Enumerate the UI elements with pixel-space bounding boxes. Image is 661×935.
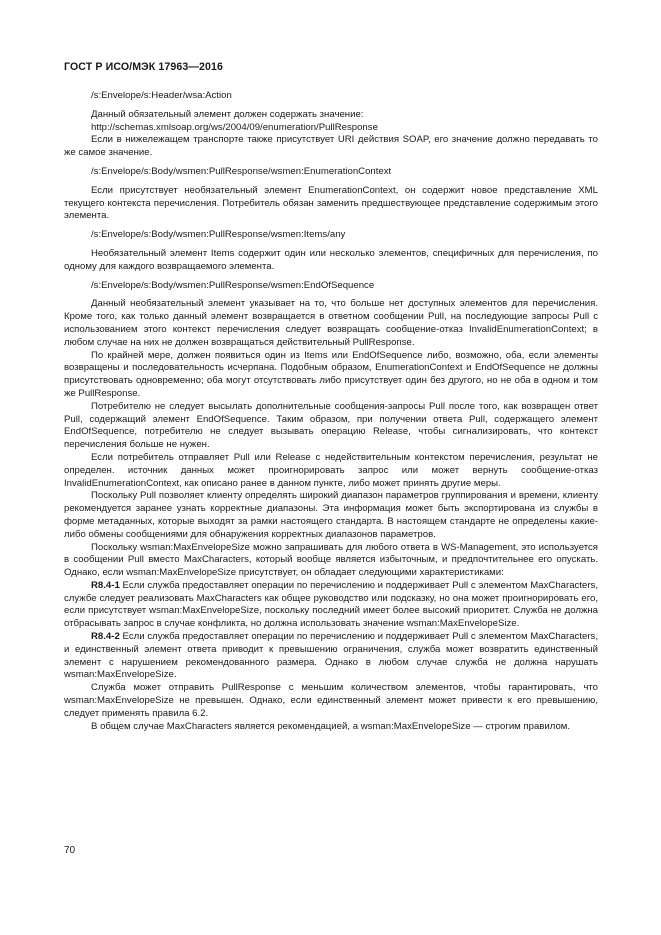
- paragraph: Необязательный элемент Items содержит один или несколько элементов, специфичных для перечисления, по одному для каждого возвращаемого элемента.: [64, 247, 598, 272]
- requirement-paragraph: [64, 580, 598, 631]
- requirement-paragraph: [64, 631, 598, 682]
- paragraph: По крайней мере, должен появиться один из Items или EndOfSequence либо, возможно, оба, если элементы возвращены и последовательность исчерпана. Подобным образом, EnumerationContext и EndOfSequence не должны присутствовать одновременно; оба могут отсутствовать либо присутствует один без другого, но не оба в одном и том же PullResponse.: [64, 349, 598, 399]
- paragraph: Если в нижележащем транспорте также присутствует URI действия SOAP, его значение должно передавать то же самое значение.: [64, 134, 598, 159]
- requirement-label: R8.4-2: [91, 631, 120, 643]
- paragraph: Поскольку wsman:MaxEnvelopeSize можно запрашивать для любого ответа в WS-Management, это используется в сообщении Pull вместо MaxCharacters, который вообще является избыточным, и предпочтительнее его опускать. Однако, если wsman:MaxEnvelopeSize присутствует, он обладает следующими характеристиками:: [64, 541, 598, 579]
- url-text: http://schemas.xmlsoap.org/ws/2004/09/enumeration/PullResponse: [91, 121, 378, 133]
- xpath-heading: /s:Envelope/s:Body/wsmen:PullResponse/wsmen:EnumerationContext: [91, 165, 392, 177]
- paragraph: Потребителю не следует высылать дополнительные сообщения-запросы Pull после того, как возвращен ответ Pull, содержащий элемент EndOfSequence. Таким образом, при получении ответа Pull, содержащего элемент EndOfSequence, потребителю не следует вызывать операцию Release, чтобы сигнализировать, что контекст перечисления больше не нужен.: [64, 400, 598, 451]
- paragraph: Если присутствует необязательный элемент EnumerationContext, он содержит новое представление XML текущего контекста перечисления. Потребитель обязан заменить предшествующее представление содержимым этого элемента.: [64, 184, 598, 222]
- paragraph: В общем случае MaxCharacters является рекомендацией, а wsman:MaxEnvelopeSize — строгим правилом.: [91, 720, 571, 732]
- paragraph: Данный обязательный элемент должен содержать значение:: [91, 108, 364, 120]
- page-number: 70: [64, 845, 76, 856]
- xpath-heading: /s:Envelope/s:Header/wsa:Action: [91, 90, 232, 101]
- paragraph: Поскольку Pull позволяет клиенту определять широкий диапазон параметров группирования и времени, клиенту рекомендуется заранее узнать корректные диапазоны. Эта информация может быть экспортирована из службы в форме метаданных, которые выходят за рамки настоящего стандарта. В настоящем стандарте не определены какие-либо обмены сообщениями для обнаружения корректных диапазонов параметров.: [64, 490, 598, 540]
- requirement-text: Если служба предоставляет операции по перечислению и поддерживает Pull с элементом MaxCharacters, и единственный элемент ответа приводит к превышению ограничения, служба может возвратить единственный элемент с нарушением рекомендованного размера. Однако в любом случае служба не должна нарушать wsman:MaxEnvelopeSize.: [64, 631, 598, 681]
- page-body: [64, 90, 598, 733]
- xpath-heading: /s:Envelope/s:Body/wsmen:PullResponse/wsmen:Items/any: [91, 229, 346, 241]
- paragraph: Если потребитель отправляет Pull или Release с недействительным контекстом перечисления, результат не определен. источник данных может проигнорировать запрос или может вернуть сообщение-отказ InvalidEnumerationContext, как описано ранее в данном пункте, либо может принять другие меры.: [64, 451, 598, 489]
- xpath-heading: /s:Envelope/s:Body/wsmen:PullResponse/wsmen:EndOfSequence: [91, 279, 375, 291]
- requirement-text: Если служба предоставляет операции по перечислению и поддерживает Pull с элементом MaxCharacters, службе следует реализовать MaxCharacters как общее руководство или подсказку, но она может проигнорировать его, если присутствует wsman:MaxEnvelopeSize, поскольку последний имеет более высокий приоритет. Служба не должна отбрасывать запрос в случае конфликта, но должна использовать значение wsman:MaxEnvelopeSize.: [64, 579, 598, 630]
- paragraph: Данный необязательный элемент указывает на то, что больше нет доступных элементов для перечисления. Кроме того, как только данный элемент возвращается в ответном сообщении Pull, на последующие запросы Pull с использованием этого контекст перечисления следует возвращать сообщение-отказ InvalidEnumerationContext; в любом случае на них не должен возвращаться действительный PullResponse.: [64, 298, 598, 348]
- requirement-label: R8.4-1: [91, 579, 120, 591]
- paragraph: Служба может отправить PullResponse с меньшим количеством элементов, чтобы гарантировать, что wsman:MaxEnvelopeSize не превышен. Однако, если единственный элемент может привести к его превышению, следует применять правила 6.2.: [64, 682, 598, 719]
- page-header: ГОСТ Р ИСО/МЭК 17963—2016: [64, 61, 223, 73]
